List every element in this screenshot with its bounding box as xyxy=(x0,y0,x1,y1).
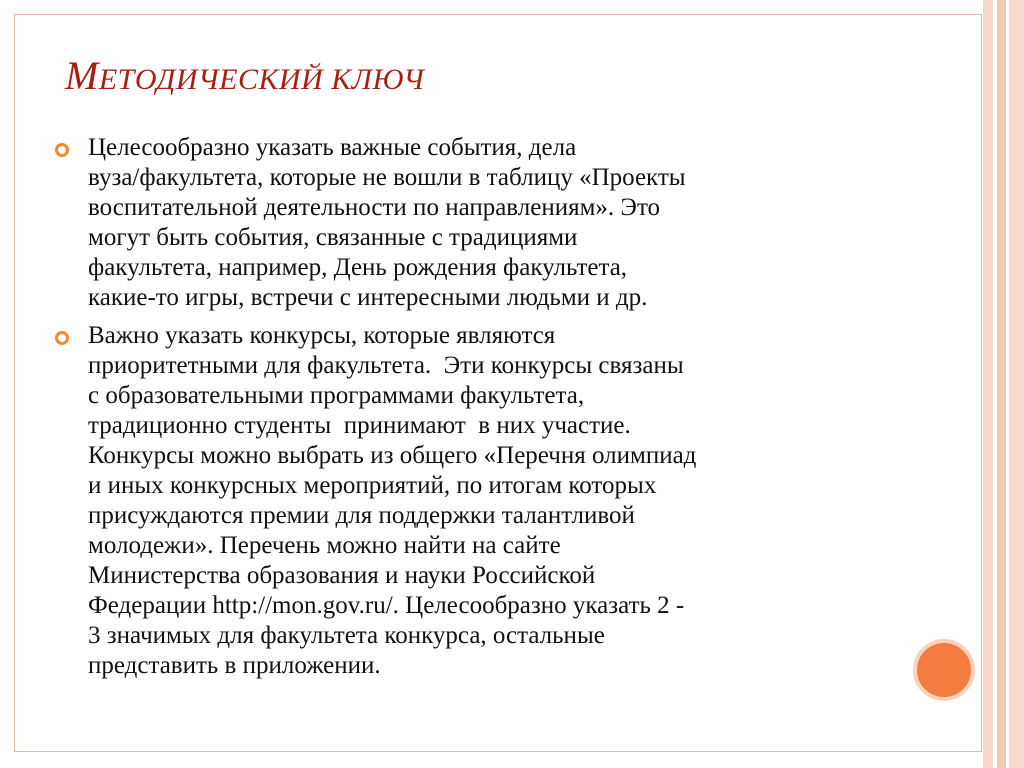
orange-circle-icon xyxy=(913,639,975,701)
ring-bullet-icon xyxy=(55,143,69,157)
text-line: молодежи». Перечень можно найти на сайте xyxy=(88,532,561,559)
text-line: традиционно студенты принимают в них участие. xyxy=(88,412,631,439)
text-line: 3 значимых для факультета конкурса, остальные xyxy=(88,622,605,649)
text-line: факультета, например, День рождения факультета, xyxy=(88,254,628,281)
decorative-side-band xyxy=(997,0,1006,768)
text-line: присуждаются премии для поддержки талантливой xyxy=(88,502,635,529)
text-line: вуза/факультета, которые не вошли в таблицу «Проекты xyxy=(88,164,686,191)
ring-bullet-icon xyxy=(55,331,69,345)
text-line: приоритетными для факультета. Эти конкурсы связаны xyxy=(88,352,684,379)
text-line: с образовательными программами факультета, xyxy=(88,382,585,409)
text-line: Целесообразно указать важные события, дела xyxy=(88,134,577,161)
text-line: какие-то игры, встречи с интересными людьми и др. xyxy=(88,284,648,311)
slide-body xyxy=(55,133,950,689)
slide-title xyxy=(65,52,424,99)
text-line: Федерации http://mon.gov.ru/. Целесообразно указать 2 - xyxy=(88,592,685,619)
text-line: воспитательной деятельности по направлениям». Это xyxy=(88,194,661,221)
text-line: Министерства образования и науки Российской xyxy=(88,562,596,589)
bullet-item-contests xyxy=(55,321,950,681)
bullet-text xyxy=(88,321,950,681)
slide-title-initial: М xyxy=(65,53,99,98)
decorative-side-band xyxy=(1009,0,1024,768)
text-line: могут быть события, связанные с традициями xyxy=(88,224,578,251)
text-line: Важно указать конкурсы, которые являются xyxy=(88,322,556,349)
text-line: и иных конкурсных мероприятий, по итогам которых xyxy=(88,472,657,499)
slide-title-rest: ЕТОДИЧЕСКИЙ КЛЮЧ xyxy=(98,63,425,96)
bullet-item-events xyxy=(55,133,950,313)
text-line: представить в приложении. xyxy=(88,652,381,679)
decorative-side-band xyxy=(983,0,993,768)
bullet-text xyxy=(88,133,950,313)
text-line: Конкурсы можно выбрать из общего «Перечня олимпиад xyxy=(88,442,697,469)
